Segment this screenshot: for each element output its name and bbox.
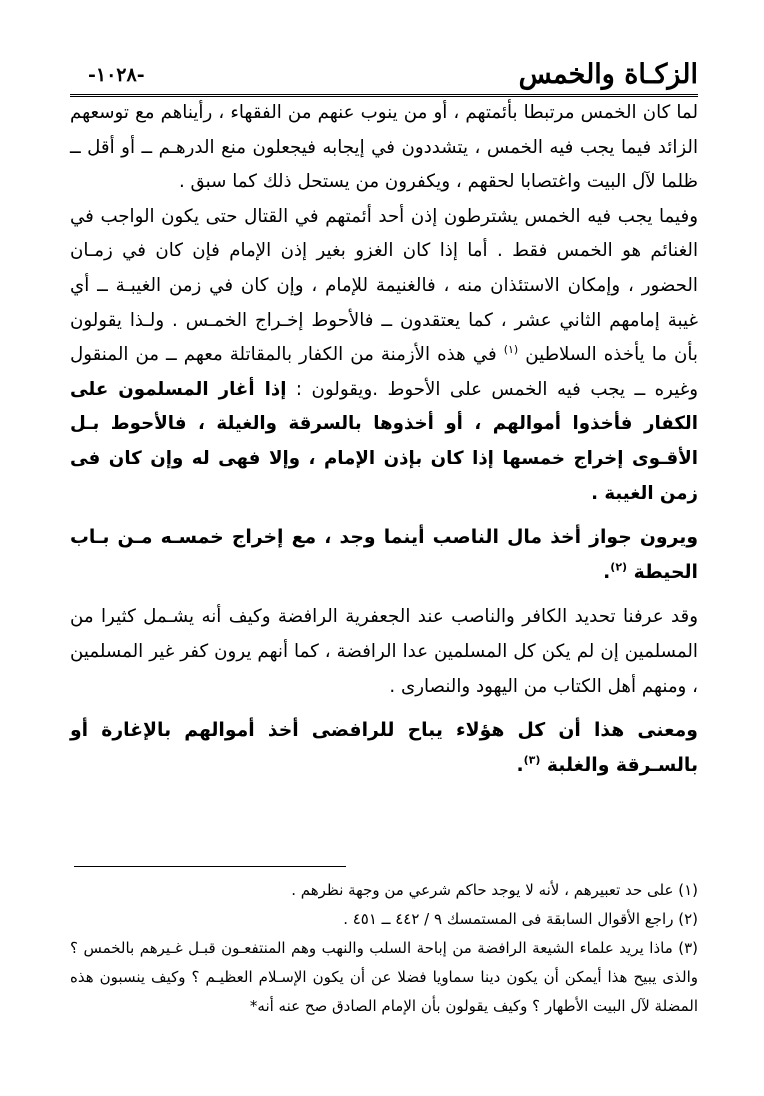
bold-quote: إذا أغار المسلمون على الكفار فأخذوا أموالهم ، أو أخذوها بالسرقة والغيلة ، فالأحوط بـل الأقـوى إخراج خمسها إذا كان بإذن الإمام ، وإلا فهى له وإن كان فى زمن الغيبة . (70, 378, 698, 504)
paragraph-text: وقد عرفنا تحديد الكافر والناصب عند الجعفرية الرافضة وكيف أنه يشـمل كثيرا من المسلمين إن لم يكن كل المسلمين عدا الرافضة ، كما أنهم يرون كفر غير المسلمين ، ومنهم أهل الكتاب من اليهود والنصارى . (70, 606, 698, 697)
paragraph-text: ويرون جواز أخذ مال الناصب أينما وجد ، مع إخراج خمسـه مـن بـاب الحيطة (70, 527, 698, 583)
paragraph-5 (70, 714, 698, 783)
footnote-separator (74, 866, 346, 867)
paragraph-2 (70, 200, 698, 511)
footnote-ref[interactable]: (١) (503, 343, 519, 357)
paragraph-end: . (603, 561, 611, 583)
main-text (70, 96, 698, 783)
paragraph-4 (70, 600, 698, 704)
footnote-2: (٢) راجع الأقوال السابقة فى المستمسك ٩ / ٤٤٢ ــ ٤٥١ . (343, 910, 698, 928)
paragraph-text: ومعنى هذا أن كل هؤلاء يباح للرافضى أخذ أموالهم بالإغارة أو بالسـرقة والغلبة (70, 720, 698, 776)
footnote-1: (١) على حد تعبيرهم ، لأنه لا يوجد حاكم شرعي من وجهة نظرهم . (291, 881, 698, 899)
chapter-title: الزكـاة والخمس (518, 59, 698, 90)
paragraph-3 (70, 521, 698, 590)
footnote-ref[interactable]: (٣) (523, 753, 541, 767)
paragraph-end: . (516, 754, 524, 776)
footnotes (70, 876, 698, 1021)
footnote-ref[interactable]: (٢) (610, 560, 628, 574)
footnote-3: (٣) ماذا يريد علماء الشيعة الرافضة من إباحة السلب والنهب وهم المنتفعـون قبـل غـيرهم بالخمس ؟ والذى يبيح هذا أيمكن أن يكون دينا سماويا فضلا عن أن يكون الإسـلام العظيـم ؟ وكيف ينسبون هذه المضلة لآل البيت الأطهار ؟ وكيف يقولون بأن الإمام الصادق صح عنه أنه* (70, 939, 698, 1015)
paragraph-gap (70, 704, 698, 714)
paragraph-gap (70, 590, 698, 600)
paragraph-text: وفيما يجب فيه الخمس يشترطون إذن أحد أئمتهم في القتال حتى يكون الواجب في الغنائم هو الخمس فقط . أما إذا كان الغزو بغير إذن الإمام فإن كان في زمـان الحضور ، وإمكان الاستئذان منه ، فالغنيمة للإمام ، وإن كان في زمن الغيبـة ــ أي غيبة إمامهم الثاني عشر ، كما يعتقدون ــ فالأحوط إخـراج الخمـس . ولـذا يقولون بأن ما يأخذه السلاطين (70, 205, 698, 366)
paragraph-text-continued: في هذه الأزمنة من الكفار بالمقاتلة معهم ــ من المنقول وغيره ــ يجب فيه الخمس على الأحوط .ويقولون : (70, 344, 699, 400)
page-header (70, 56, 698, 96)
paragraph-gap (70, 511, 698, 521)
paragraph-text: لما كان الخمس مرتبطا بأئمتهم ، أو من ينوب عنهم من الفقهاء ، رأيناهم مع توسعهم الزائد فيما يجب فيه الخمس ، يتشددون في إيجابه فيجعلون منع الدرهـم ــ أو أقل ــ ظلما لآل البيت واغتصابا لحقهم ، ويكفرون من يستحل ذلك كما سبق . (70, 102, 698, 193)
page-number: -١٠٢٨- (88, 64, 145, 86)
paragraph-1 (70, 96, 698, 200)
